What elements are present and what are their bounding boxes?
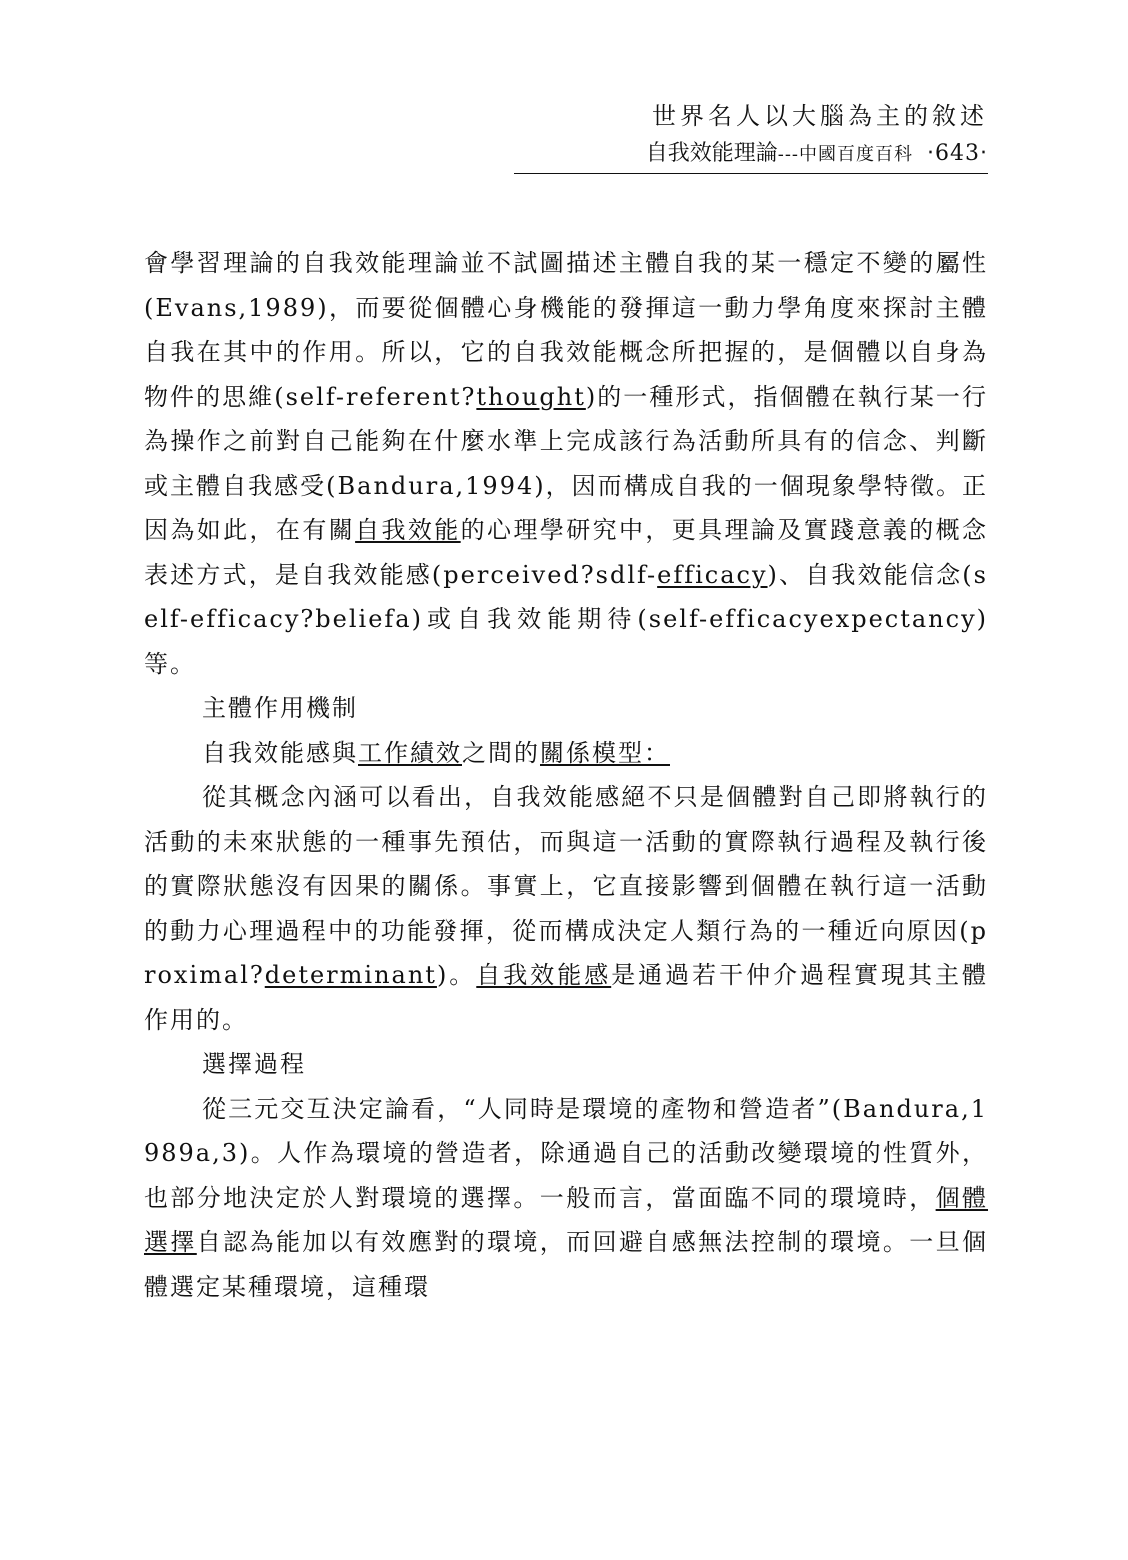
underlined-term: 自我效能: [355, 516, 461, 544]
paragraph-self-efficacy-definition: [144, 241, 988, 686]
text-run: 會學習理論的自我效能理論並不試圖描述主體自我的某一穩定不變的屬性(Evans,1989)，而要從個體心身機能的發揮這一動力學角度來探討主體自我在其中的作用。所以，它的自我效能概念所把握的，是個體以自身為物件的思維(self-referent?: [144, 249, 988, 411]
underlined-term: 關係模型：: [540, 738, 670, 767]
paragraph-concept-connotation: [144, 775, 988, 1042]
text-run: )、自我效能信念(self-efficacy?beliefa)或自我效能期待(self-efficacyexpectancy)等。: [144, 560, 988, 678]
text-run: 之間的: [462, 738, 540, 767]
text-run: 是通過若干仲介過程實現其主體作用的。: [144, 961, 988, 1034]
underlined-term: 自我效能感: [476, 961, 612, 989]
paragraph-triadic-reciprocal: [144, 1087, 988, 1310]
header-subtitle: [514, 136, 988, 174]
underlined-term: efficacy: [657, 560, 768, 589]
underlined-term: thought: [476, 382, 586, 411]
text-run: 從其概念內涵可以看出，自我效能感絕不只是個體對自己即將執行的活動的未來狀態的一種事先預估，而與這一活動的實際執行過程及執行後的實際狀態沒有因果的關係。事實上，它直接影響到個體在執行這一活動的動力心理過程中的功能發揮，從而構成決定人類行為的一種近向原因(proximal?: [144, 783, 988, 989]
text-run: )。: [436, 961, 477, 989]
page-number: ‧643‧: [927, 141, 988, 166]
section-heading-mechanism: 主體作用機制: [202, 694, 358, 722]
underlined-term: determinant: [264, 961, 437, 989]
text-run: )的一種形式，指個體在執行某一行為操作之前對自己能夠在什麼水準上完成該行為活動所具有的信念、判斷或主體自我感受(Bandura,1994)，因而構成自我的一個現象學特徵。正因為如此，在有關: [144, 382, 988, 544]
header-subtitle-source: ---中國百度百科: [777, 144, 914, 165]
text-run: 從三元交互決定論看，“人同時是環境的產物和營造者”(Bandura,1989a,3)。人作為環境的營造者，除通過自己的活動改變環境的性質外，也部分地決定於人對環境的選擇。一般而言，當面臨不同的環境時，: [144, 1094, 988, 1212]
subheading-relationship-model: [144, 731, 988, 776]
underlined-term: 工作績效: [358, 738, 462, 767]
section-heading-selection-process: 選擇過程: [202, 1050, 306, 1078]
text-run: 的心理學研究中，更具理論及實踐意義的概念表述方式，是自我效能感(perceived?sdlf-: [144, 516, 989, 589]
text-run: 自我效能感與: [202, 738, 358, 767]
body-text: [144, 241, 988, 1309]
text-run: 自認為能加以有效應對的環境，而回避自感無法控制的環境。一旦個體選定某種環境，這種環: [144, 1228, 989, 1301]
running-header: [514, 96, 988, 174]
header-subtitle-main: 自我效能理論: [645, 141, 778, 166]
header-title: 世界名人以大腦為主的敘述: [652, 102, 988, 130]
underlined-term: 個體選擇: [144, 1183, 989, 1256]
